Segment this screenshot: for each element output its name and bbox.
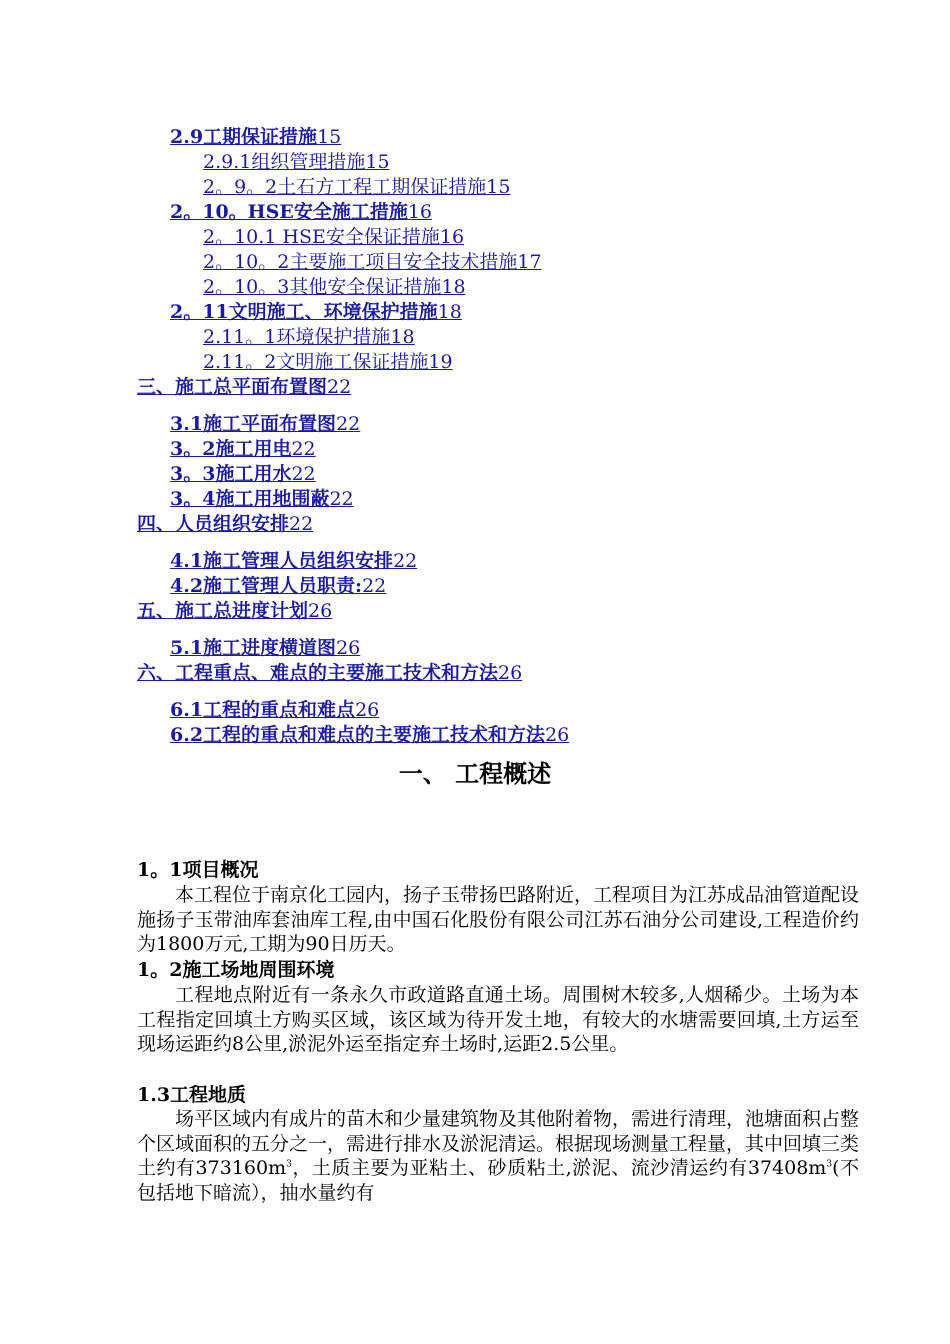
toc-entry[interactable] xyxy=(203,350,453,374)
toc-entry-page: 16 xyxy=(407,201,433,223)
toc-entry[interactable] xyxy=(170,723,569,747)
toc-entry[interactable] xyxy=(170,487,354,511)
toc-entry[interactable] xyxy=(170,636,360,660)
toc-entry[interactable] xyxy=(203,175,510,199)
toc-entry-title: 2.11。2文明施工保证措施 xyxy=(203,351,429,373)
toc-entry[interactable] xyxy=(170,300,462,324)
paragraph-text: ，土质主要为亚粘土、砂质粘土,淤泥、流沙清运约有37408m xyxy=(291,1157,827,1179)
toc-entry[interactable] xyxy=(170,412,360,436)
section-paragraph: 本工程位于南京化工园内，扬子玉带扬巴路附近，工程项目为江苏成品油管道配设施扬子玉带油库套油库工程,由中国石化股份有限公司江苏石油分公司建设,工程造价约为1800万元,工期为90日历天。 xyxy=(137,884,860,955)
toc-entry[interactable] xyxy=(137,661,522,685)
toc-entry-title: 3。3施工用水 xyxy=(170,463,292,485)
superscript: 3 xyxy=(826,1159,833,1170)
toc-entry-page: 22 xyxy=(327,376,352,398)
toc-entry-title: 6.1工程的重点和难点 xyxy=(170,699,356,721)
superscript: 3 xyxy=(286,1159,292,1170)
toc-entry-page: 26 xyxy=(336,637,361,659)
toc-entry[interactable] xyxy=(170,462,316,486)
toc-entry-title: 4.2施工管理人员职责: xyxy=(170,575,363,597)
toc-entry-page: 16 xyxy=(439,226,465,248)
toc-entry-page: 15 xyxy=(317,126,342,148)
toc-entry-page: 18 xyxy=(437,301,462,323)
toc-entry[interactable] xyxy=(203,275,466,299)
toc-entry-title: 六、工程重点、难点的主要施工技术和方法 xyxy=(137,662,499,684)
section-heading: 1。1项目概况 xyxy=(137,859,259,881)
toc-entry-title: 2。10.1 HSE安全保证措施 xyxy=(203,226,440,248)
toc-entry-page: 22 xyxy=(289,513,314,535)
toc-entry[interactable] xyxy=(170,125,341,149)
toc-entry[interactable] xyxy=(137,375,351,399)
toc-entry-title: 3。2施工用电 xyxy=(170,438,292,460)
toc-entry-page: 26 xyxy=(498,662,523,684)
toc-entry[interactable] xyxy=(203,150,390,174)
toc-entry-page: 26 xyxy=(545,724,570,746)
toc-entry[interactable] xyxy=(170,549,417,573)
toc-entry-page: 15 xyxy=(365,151,390,173)
toc-entry[interactable] xyxy=(170,698,379,722)
toc-entry-page: 22 xyxy=(329,488,354,510)
toc-entry-page: 22 xyxy=(291,463,316,485)
toc-entry-title: 三、施工总平面布置图 xyxy=(137,376,328,398)
toc-entry-title: 2.11。1环境保护措施 xyxy=(203,326,391,348)
toc-entry[interactable] xyxy=(170,437,316,461)
toc-entry-page: 22 xyxy=(393,550,418,572)
toc-entry-title: 2。10。2主要施工项目安全技术措施 xyxy=(203,251,518,273)
toc-entry-page: 26 xyxy=(355,699,380,721)
section-paragraph: 工程地点附近有一条永久市政道路直通土场。周围树木较多,人烟稀少。土场为本工程指定回填土方购买区域，该区域为待开发土地，有较大的水塘需要回填,土方运至现场运距约8公里,淤泥外运至指定弃土场时,运距2.5公里。 xyxy=(137,984,859,1055)
toc-entry-page: 18 xyxy=(390,326,415,348)
toc-entry-title: 四、人员组织安排 xyxy=(137,513,290,535)
toc-entry-title: 5.1施工进度横道图 xyxy=(170,637,337,659)
toc-entry-page: 15 xyxy=(486,176,511,198)
toc-entry-page: 18 xyxy=(441,276,466,298)
toc-entry[interactable] xyxy=(170,200,432,224)
toc-entry-page: 17 xyxy=(517,251,542,273)
toc-entry-page: 26 xyxy=(308,600,333,622)
toc-entry-title: 6.2工程的重点和难点的主要施工技术和方法 xyxy=(170,724,546,746)
toc-entry-title: 五、施工总进度计划 xyxy=(137,600,309,622)
toc-entry-page: 22 xyxy=(362,575,387,597)
section-paragraph xyxy=(137,1107,859,1205)
toc-entry[interactable] xyxy=(203,325,415,349)
toc-entry-title: 2。10。3其他安全保证措施 xyxy=(203,276,442,298)
chapter-title: 一、 工程概述 xyxy=(398,760,552,788)
toc-entry[interactable] xyxy=(137,599,332,623)
toc-entry-page: 22 xyxy=(336,413,361,435)
toc-entry[interactable] xyxy=(203,250,542,274)
toc-entry-title: 3。4施工用地围蔽 xyxy=(170,488,330,510)
toc-entry-title: 2。11文明施工、环境保护措施 xyxy=(170,301,438,323)
toc-entry[interactable] xyxy=(203,225,464,249)
toc-entry-title: 2.9工期保证措施 xyxy=(170,126,318,148)
toc-entry-title: 2.9.1组织管理措施 xyxy=(203,151,366,173)
section-heading: 1.3工程地质 xyxy=(137,1084,247,1106)
paragraph-text: 场平区域内有成片的苗木和少量建筑物及其他附着物，需进行清理，池塘面积占整个区域面积的五分之一，需进行排水及淤泥清运。根据现场测量工程量，其中回填三类土约有373160m xyxy=(137,1108,860,1179)
toc-entry-title: 2。9。2土石方工程工期保证措施 xyxy=(203,176,487,198)
toc-entry-title: 4.1施工管理人员组织安排 xyxy=(170,550,394,572)
toc-entry-title: 2。10。HSE安全施工措施 xyxy=(170,201,408,223)
section-heading: 1。2施工场地周围环境 xyxy=(137,959,335,981)
toc-entry-page: 22 xyxy=(291,438,316,460)
toc-entry[interactable] xyxy=(170,574,386,598)
toc-entry-page: 19 xyxy=(428,351,453,373)
paragraph-text: (不包括地下暗流），抽水量约有 xyxy=(137,1157,859,1204)
toc-entry[interactable] xyxy=(137,512,313,536)
toc-entry-title: 3.1施工平面布置图 xyxy=(170,413,337,435)
